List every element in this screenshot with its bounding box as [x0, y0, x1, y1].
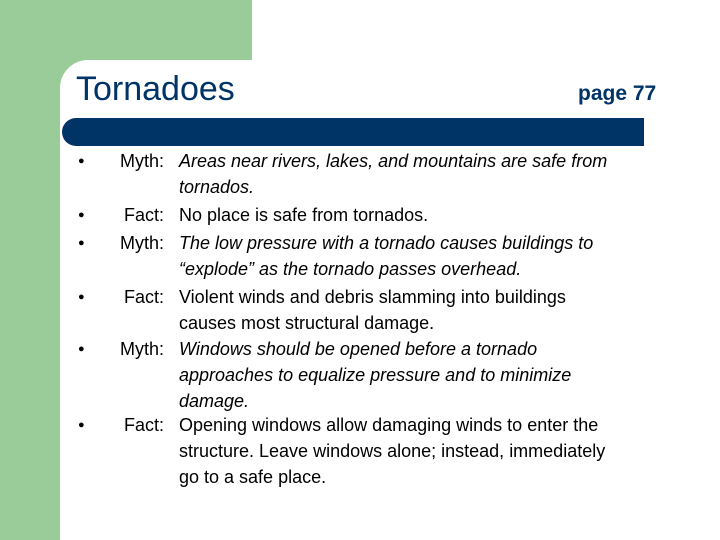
- bullet-icon: ●: [78, 291, 85, 303]
- bullet-icon: ●: [78, 419, 85, 431]
- page-reference: page 77: [578, 82, 657, 105]
- item-text: The low pressure with a tornado causes buildings to “explode” as the tornado passes overhead.: [179, 233, 594, 279]
- item-label: Myth:: [119, 339, 164, 359]
- bullet-icon: ●: [78, 343, 85, 355]
- item-text: Windows should be opened before a tornado approaches to equalize pressure and to minimize damage.: [179, 339, 572, 411]
- item-label: Myth:: [119, 151, 164, 171]
- item-text: Areas near rivers, lakes, and mountains are safe from tornados.: [179, 151, 608, 197]
- bullet-icon: ●: [78, 237, 85, 249]
- item-label: Fact:: [123, 287, 164, 307]
- item-label: Fact:: [123, 415, 164, 435]
- item-text: Opening windows allow damaging winds to enter the structure. Leave windows alone; instead, immediately go to a safe place.: [179, 415, 606, 487]
- item-text: Violent winds and debris slamming into buildings causes most structural damage.: [179, 287, 566, 333]
- title-divider-bar: [62, 118, 644, 146]
- item-label: Fact:: [123, 205, 164, 225]
- bullet-icon: ●: [78, 209, 85, 221]
- bullet-icon: ●: [78, 155, 85, 167]
- item-label: Myth:: [119, 233, 164, 253]
- item-text: No place is safe from tornados.: [179, 205, 429, 225]
- slide-title: Tornadoes: [76, 70, 235, 108]
